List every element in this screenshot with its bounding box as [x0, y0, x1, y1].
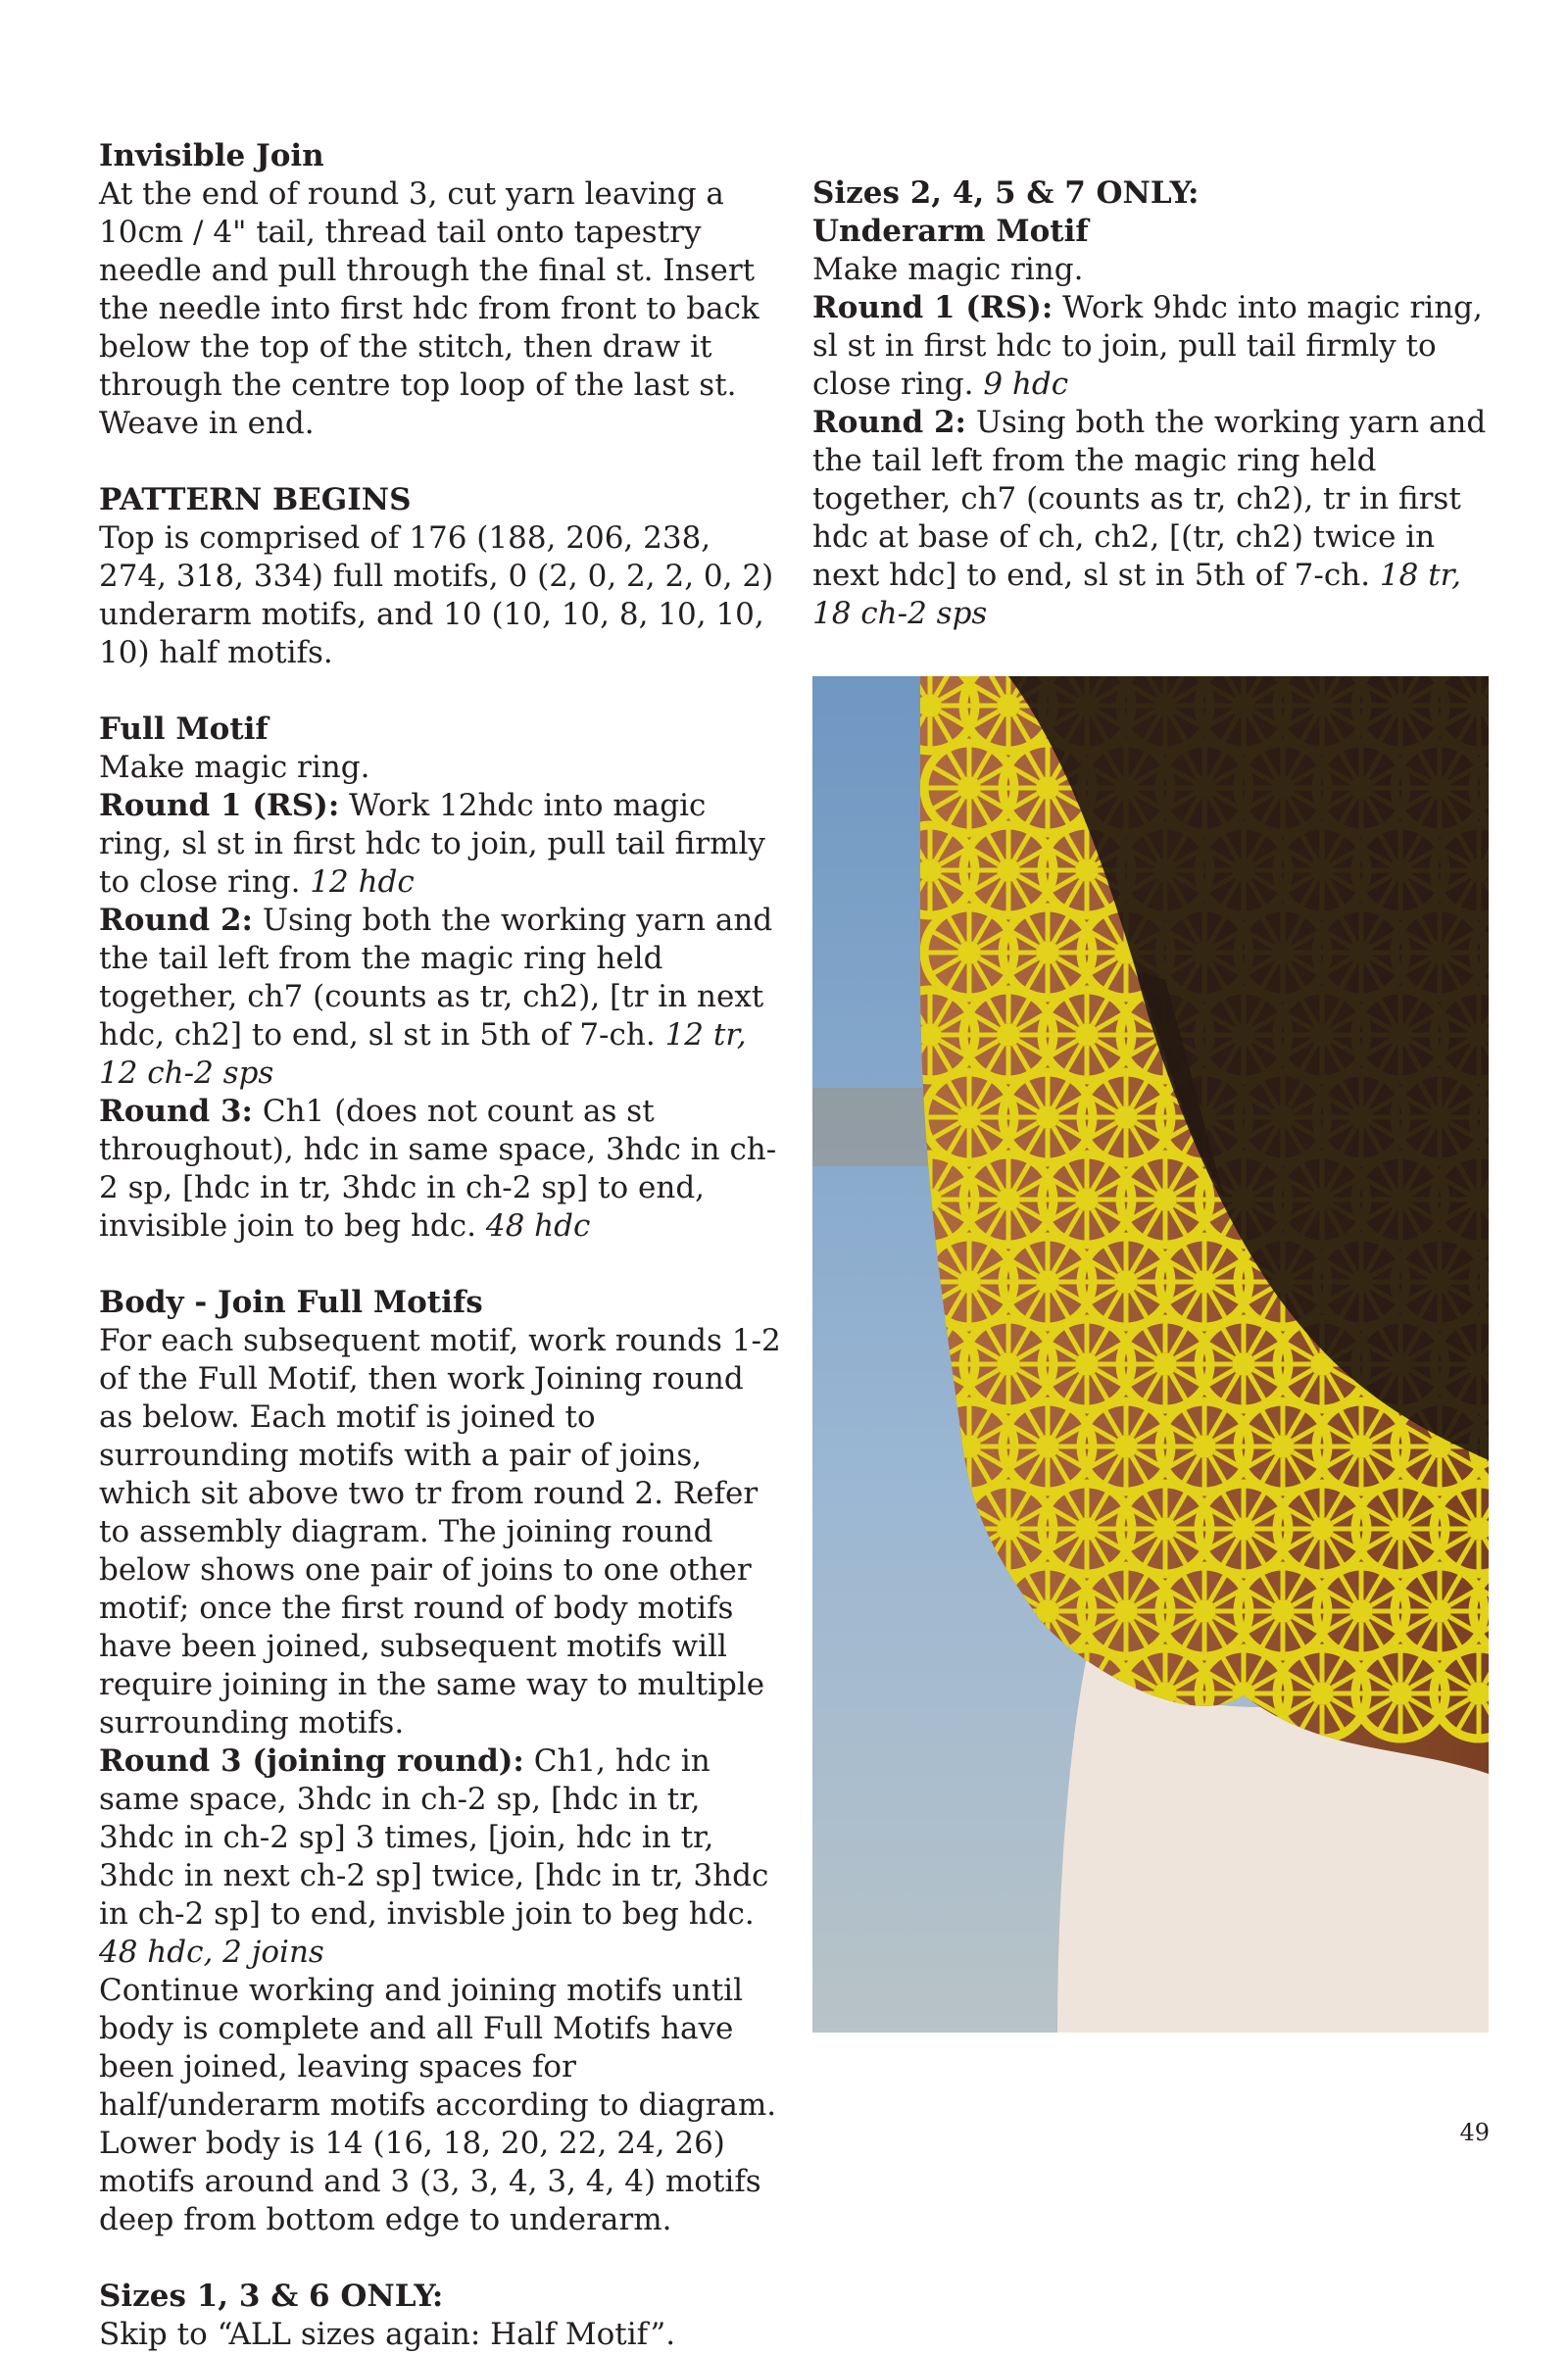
round-text: Using both the working yarn and the tail left from the magic ring held together, ch7 (counts as tr, ch2), [tr in next hdc, ch2] to end, sl st in 5th of 7-ch. [99, 903, 773, 1053]
underarm-round-1 [812, 289, 1498, 404]
underarm-motif-heading: Underarm Motif [812, 214, 1089, 249]
photo-illustration [812, 676, 1489, 2033]
sizes-136-text: Skip to “ALL sizes again: Half Motif”. [99, 2317, 676, 2352]
right-column [812, 174, 1498, 633]
invisible-join-heading: Invisible Join [99, 138, 324, 173]
round-label: Round 3 (joining round): [99, 1743, 524, 1779]
round-text: Using both the working yarn and the tail left from the magic ring held together, ch7 (counts as tr, ch2), tr in first hdc at base of ch, ch2, [(tr, ch2) twice in next hdc] to end, sl st in 5th of 7-ch. [812, 405, 1487, 593]
crochet-top-photo [812, 676, 1489, 2033]
pattern-begins-heading: PATTERN BEGINS [99, 482, 412, 517]
round-text: Ch1 (does not count as st throughout), hdc in same space, 3hdc in ch-2 sp, [hdc in tr, 3hdc in ch-2 sp] to end, invisible join to beg hdc. [99, 1094, 777, 1244]
crochet-motif [1434, 1648, 1489, 1739]
sizes-136-heading: Sizes 1, 3 & 6 ONLY: [99, 2279, 444, 2314]
body-join-text: For each subsequent motif, work rounds 1-2 of the Full Motif, then work Joining round as below. Each motif is joined to surrounding motifs with a pair of joins, which sit above two tr from round 2. Refer to assembly diagram. The joining round below shows one pair of joins to one other motif; once the first round of body motifs have been joined, subsequent motifs will require joining in the same way to multiple surrounding motifs. [99, 1323, 781, 1741]
stitch-count: 48 hdc [485, 1208, 591, 1244]
round-label: Round 3: [99, 1094, 253, 1129]
stitch-count: 9 hdc [983, 367, 1069, 402]
round-text: Work 12hdc into magic ring, sl st in first hdc to join, pull tail firmly to close ring. [99, 788, 765, 900]
left-column [99, 137, 785, 2354]
round-label: Round 1 (RS): [812, 290, 1054, 325]
sizes-2457-heading: Sizes 2, 4, 5 & 7 ONLY: [812, 175, 1200, 211]
round-label: Round 1 (RS): [99, 788, 340, 823]
body-join-heading: Body - Join Full Motifs [99, 1285, 483, 1320]
underarm-round-2 [812, 404, 1498, 633]
pattern-begins-text: Top is comprised of 176 (188, 206, 238, 274, 318, 334) full motifs, 0 (2, 0, 2, 2, 0, 2) underarm motifs, and 10 (10, 10, 8, 10, 10, 10) half motifs. [99, 520, 774, 670]
full-motif-round-3 [99, 1093, 785, 1246]
full-motif-round-1 [99, 787, 785, 902]
full-motif-intro: Make magic ring. [99, 750, 370, 785]
invisible-join-text: At the end of round 3, cut yarn leaving a 10cm / 4" tail, thread tail onto tapestry needle and pull through the final st. Insert the needle into first hdc from front to back below the top of the stitch, then draw it through the centre top loop of the last st. Weave in end. [99, 176, 760, 441]
full-motif-heading: Full Motif [99, 711, 269, 747]
underarm-intro: Make magic ring. [812, 252, 1084, 287]
stitch-count: 48 hdc, 2 joins [99, 1935, 324, 1970]
continue-text: Continue working and joining motifs until body is complete and all Full Motifs have been joined, leaving spaces for half/underarm motifs according to diagram. Lower body is 14 (16, 18, 20, 22, 24, 26) motifs around and 3 (3, 3, 4, 3, 4, 4) motifs deep from bottom edge to underarm. [99, 1973, 777, 2237]
round-text: Work 9hdc into magic ring, sl st in first hdc to join, pull tail firmly to close ring. [812, 290, 1483, 402]
round-label: Round 2: [812, 405, 966, 440]
full-motif-round-2 [99, 902, 785, 1093]
stitch-count: 12 tr, 12 ch-2 sps [99, 1017, 747, 1091]
stitch-count: 12 hdc [310, 864, 415, 900]
stitch-count: 18 tr, 18 ch-2 sps [812, 558, 1461, 631]
crochet-motif [1434, 1484, 1489, 1574]
page-number: 49 [1459, 2119, 1490, 2146]
round-text: Ch1, hdc in same space, 3hdc in ch-2 sp, [hdc in tr, 3hdc in ch-2 sp] 3 times, [join, hdc in tr, 3hdc in next ch-2 sp] twice, [hdc in tr, 3hdc in ch-2 sp] to end, invisble join to beg hdc. [99, 1743, 769, 1932]
round-label: Round 2: [99, 903, 253, 938]
joining-round [99, 1742, 785, 1972]
